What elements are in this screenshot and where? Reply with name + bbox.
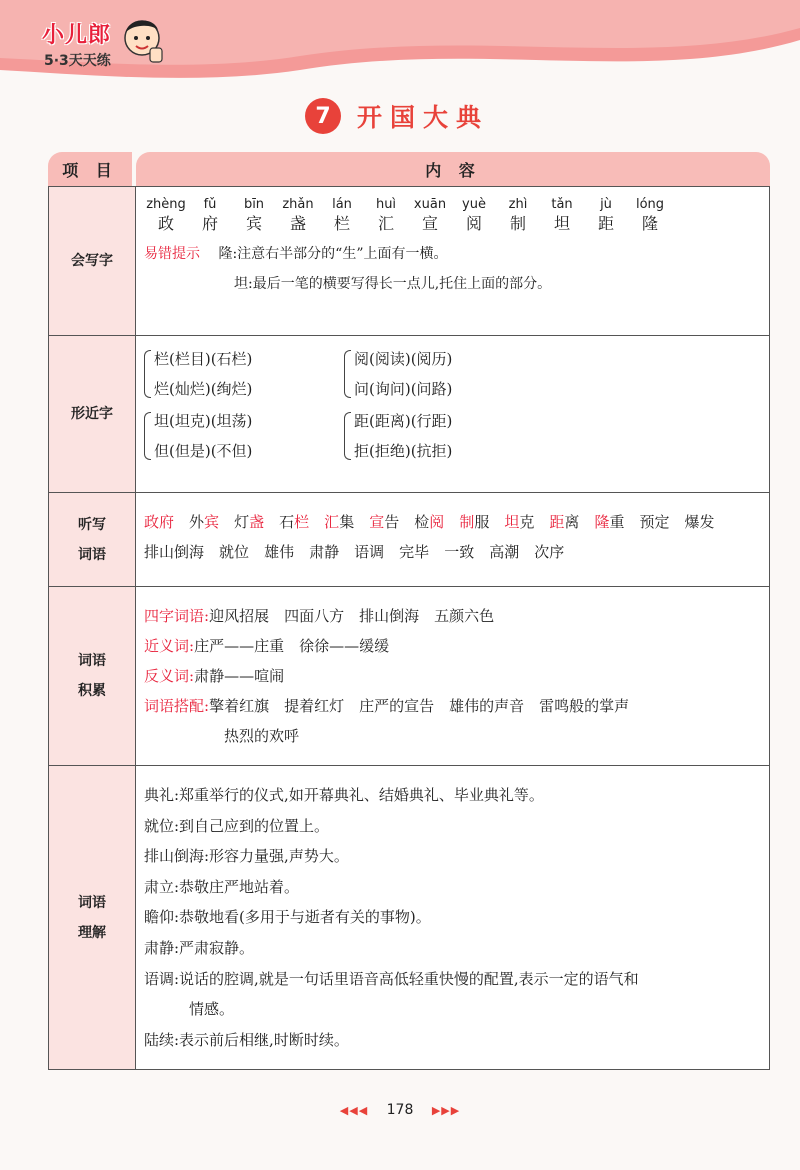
dictation-word-part: 高潮	[489, 543, 520, 561]
dictation-word-part: 爆发	[684, 513, 715, 531]
accumulation-key: 近义词:	[144, 637, 195, 655]
dictation-word-part: 阅	[429, 513, 445, 531]
page-number: 178	[386, 1102, 414, 1118]
dictation-word-part: 告	[384, 513, 400, 531]
lesson-number: 7	[305, 98, 341, 134]
pinyin: zhǎn	[282, 197, 314, 212]
content-table	[48, 152, 770, 1070]
accumulation-text: 迎风招展 四面八方 排山倒海 五颜六色	[209, 607, 495, 625]
dictation-word	[534, 543, 564, 561]
similar-group	[344, 344, 544, 404]
pinyin-char-cell	[188, 197, 232, 235]
definition-line: 情感。	[189, 1000, 235, 1019]
pinyin-char-cell	[540, 197, 584, 235]
similar-group	[344, 406, 544, 466]
tip-line	[144, 269, 757, 299]
hanzi: 坦	[553, 214, 570, 233]
page-footer	[0, 1102, 800, 1118]
dictation-word	[685, 513, 715, 531]
dictation-word	[369, 513, 399, 531]
accumulation-line	[144, 601, 757, 631]
pinyin-char-cell	[408, 197, 452, 235]
definition-line: 典礼:郑重举行的仪式,如开幕典礼、结婚典礼、毕业典礼等。	[144, 786, 544, 804]
similar-word: 距(距离)(行距)	[354, 412, 453, 430]
similar-column-right	[344, 344, 544, 468]
dictation-word-part: 栏	[294, 513, 310, 531]
definition-line: 肃立:恭敬庄严地站着。	[144, 877, 300, 896]
dictation-word	[459, 513, 489, 531]
definition-line: 瞻仰:恭敬地看(多用于与逝者有关的事物)。	[144, 908, 431, 927]
table-body	[48, 186, 770, 1070]
pinyin: lóng	[635, 197, 665, 212]
label-understanding	[49, 766, 136, 1069]
row-accumulation	[49, 586, 769, 765]
pinyin: xuān	[413, 197, 447, 212]
dictation-word-part: 预定	[639, 513, 670, 531]
accumulation-key: 词语搭配:	[144, 697, 210, 715]
similar-group	[144, 344, 344, 404]
dictation-word-part: 政府	[144, 513, 175, 531]
row-writing	[49, 186, 769, 335]
pinyin: bīn	[243, 197, 265, 212]
dictation-word-part: 坦	[504, 513, 520, 531]
dictation-word-part: 重	[609, 513, 625, 531]
pinyin: huì	[375, 197, 397, 212]
accumulation-line	[144, 661, 757, 691]
dictation-word-part: 集	[339, 513, 355, 531]
dictation-word	[640, 513, 670, 531]
accumulation-text: 肃静——喧闹	[194, 667, 285, 685]
dictation-word-part: 克	[519, 513, 535, 531]
dictation-word-part: 检	[414, 513, 430, 531]
pinyin-char-cell	[496, 197, 540, 235]
accumulation-line	[144, 721, 757, 751]
hanzi: 距	[597, 214, 614, 233]
dictation-word	[309, 543, 339, 561]
dictation-word-part: 次序	[534, 543, 565, 561]
similar-word: 但(但是)(不但)	[154, 442, 253, 460]
dictation-words	[144, 493, 763, 577]
dictation-word	[144, 543, 204, 561]
dictation-word	[399, 543, 429, 561]
dictation-word-part: 完毕	[399, 543, 430, 561]
pinyin: zhì	[508, 197, 528, 212]
label-understanding-2: 理解	[78, 924, 106, 941]
pinyin: zhèng	[146, 197, 186, 212]
pinyin: lán	[332, 197, 352, 212]
accumulation-key: 反义词:	[144, 667, 195, 685]
dictation-word	[324, 513, 354, 531]
label-writing: 会写字	[49, 187, 136, 335]
pinyin-char-cell	[144, 197, 188, 235]
similar-word: 问(询问)(问路)	[354, 380, 453, 398]
accumulation-text: 热烈的欢呼	[224, 727, 300, 745]
dictation-word-part: 灯	[234, 513, 250, 531]
pinyin: jù	[600, 197, 612, 212]
dictation-word-part: 外	[189, 513, 205, 531]
header-content: 内 容	[136, 152, 770, 186]
pinyin-char-cell	[232, 197, 276, 235]
definition-line: 就位:到自己应到的位置上。	[144, 816, 330, 835]
accumulation-key: 四字词语:	[144, 607, 210, 625]
definition-line: 排山倒海:形容力量强,声势大。	[144, 847, 349, 866]
dictation-word-part: 石	[279, 513, 295, 531]
brand-name: 小儿郎	[42, 23, 112, 48]
accumulation-text: 擎着红旗 提着红灯 庄严的宣告 雄伟的声音 雷鸣般的掌声	[209, 697, 630, 715]
dictation-word-part: 宣	[369, 513, 385, 531]
label-understanding-1: 词语	[78, 894, 106, 911]
dictation-word-part: 距	[549, 513, 565, 531]
understanding-content	[136, 766, 769, 1069]
left-arrows-icon: ◀◀◀	[339, 1104, 369, 1117]
dictation-word-part: 排山倒海	[144, 543, 205, 561]
accumulation-line	[144, 691, 757, 721]
hanzi: 汇	[377, 214, 394, 233]
hanzi: 栏	[333, 214, 350, 233]
accumulation-text: 庄严——庄重 徐徐——缓缓	[194, 637, 390, 655]
dictation-word-part: 制	[459, 513, 475, 531]
dictation-word	[444, 543, 474, 561]
dictation-word-part: 一致	[444, 543, 475, 561]
hanzi: 宾	[245, 214, 262, 233]
dictation-word-part: 隆	[594, 513, 610, 531]
dictation-word-part: 宾	[204, 513, 220, 531]
tip-label: 易错提示	[144, 246, 200, 262]
hanzi: 盏	[289, 214, 306, 233]
table-header	[48, 152, 770, 186]
dictation-word	[594, 513, 624, 531]
dictation-word	[219, 543, 249, 561]
dictation-word	[264, 543, 294, 561]
label-accumulation-1: 词语	[78, 653, 106, 669]
dictation-word	[189, 513, 219, 531]
accumulation-content	[136, 587, 769, 765]
dictation-word	[354, 543, 384, 561]
pinyin-char-cell	[452, 197, 496, 235]
hanzi: 隆	[641, 214, 658, 233]
hanzi: 政	[157, 214, 174, 233]
mascot-icon	[120, 14, 168, 66]
pinyin: yuè	[462, 197, 486, 212]
similar-content	[136, 336, 769, 492]
header-item: 项 目	[48, 152, 132, 186]
dictation-word-part: 盏	[249, 513, 265, 531]
label-accumulation-2: 积累	[78, 683, 106, 699]
lesson-name: 开国大典	[357, 103, 490, 132]
brand-subtitle: 5·3天天练	[44, 53, 111, 69]
similar-group	[144, 406, 344, 466]
label-dictation-1: 听写	[78, 516, 106, 533]
writing-content	[136, 187, 769, 335]
tip-text-1: 隆:注意右半部分的“生”上面有一横。	[218, 246, 448, 262]
similar-grid	[144, 336, 757, 468]
dictation-word	[489, 543, 519, 561]
label-similar: 形近字	[49, 336, 136, 492]
dictation-word-part: 服	[474, 513, 490, 531]
dictation-word	[144, 513, 174, 531]
similar-word: 阅(阅读)(阅历)	[354, 350, 453, 368]
pinyin-char-cell	[628, 197, 672, 235]
dictation-word-part: 雄伟	[264, 543, 295, 561]
lesson-title	[305, 96, 489, 136]
definition-line: 语调:说话的腔调,就是一句话里语音高低轻重快慢的配置,表示一定的语气和	[144, 969, 639, 988]
label-accumulation	[49, 587, 136, 765]
similar-word: 栏(栏目)(石栏)	[154, 350, 253, 368]
label-dictation-2: 词语	[78, 546, 106, 563]
dictation-word-part: 离	[564, 513, 580, 531]
hanzi: 制	[509, 214, 526, 233]
pinyin-char-cell	[584, 197, 628, 235]
pinyin-char-cell	[364, 197, 408, 235]
dictation-content	[136, 493, 769, 586]
dictation-word	[234, 513, 264, 531]
dictation-word-part: 肃静	[309, 543, 340, 561]
row-understanding	[49, 765, 769, 1069]
pinyin: fǔ	[203, 197, 217, 212]
dictation-word-part: 就位	[219, 543, 250, 561]
definition-line: 陆续:表示前后相继,时断时续。	[144, 1030, 349, 1049]
similar-word: 烂(灿烂)(绚烂)	[154, 380, 253, 398]
hanzi: 阅	[465, 214, 482, 233]
pinyin-char-cell	[320, 197, 364, 235]
pinyin: tǎn	[551, 197, 573, 212]
tip-text-2: 坦:最后一笔的横要写得长一点儿,托住上面的部分。	[234, 276, 552, 292]
dictation-word-part: 语调	[354, 543, 385, 561]
definition-line: 肃静:严肃寂静。	[144, 938, 255, 957]
hanzi: 宣	[421, 214, 438, 233]
dictation-word-part: 汇	[324, 513, 340, 531]
dictation-word	[414, 513, 444, 531]
hanzi: 府	[201, 214, 218, 233]
dictation-word	[549, 513, 579, 531]
similar-word: 坦(坦克)(坦荡)	[154, 412, 253, 430]
right-arrows-icon: ▶▶▶	[431, 1104, 461, 1117]
dictation-word	[279, 513, 309, 531]
dictation-word	[504, 513, 534, 531]
pinyin-char-cell	[276, 197, 320, 235]
accumulation-line	[144, 631, 757, 661]
row-similar	[49, 335, 769, 492]
label-dictation	[49, 493, 136, 586]
pinyin-row	[144, 197, 757, 235]
tip-line	[144, 239, 757, 269]
row-dictation	[49, 492, 769, 586]
similar-column-left	[144, 344, 344, 468]
similar-word: 拒(拒绝)(抗拒)	[354, 442, 453, 460]
